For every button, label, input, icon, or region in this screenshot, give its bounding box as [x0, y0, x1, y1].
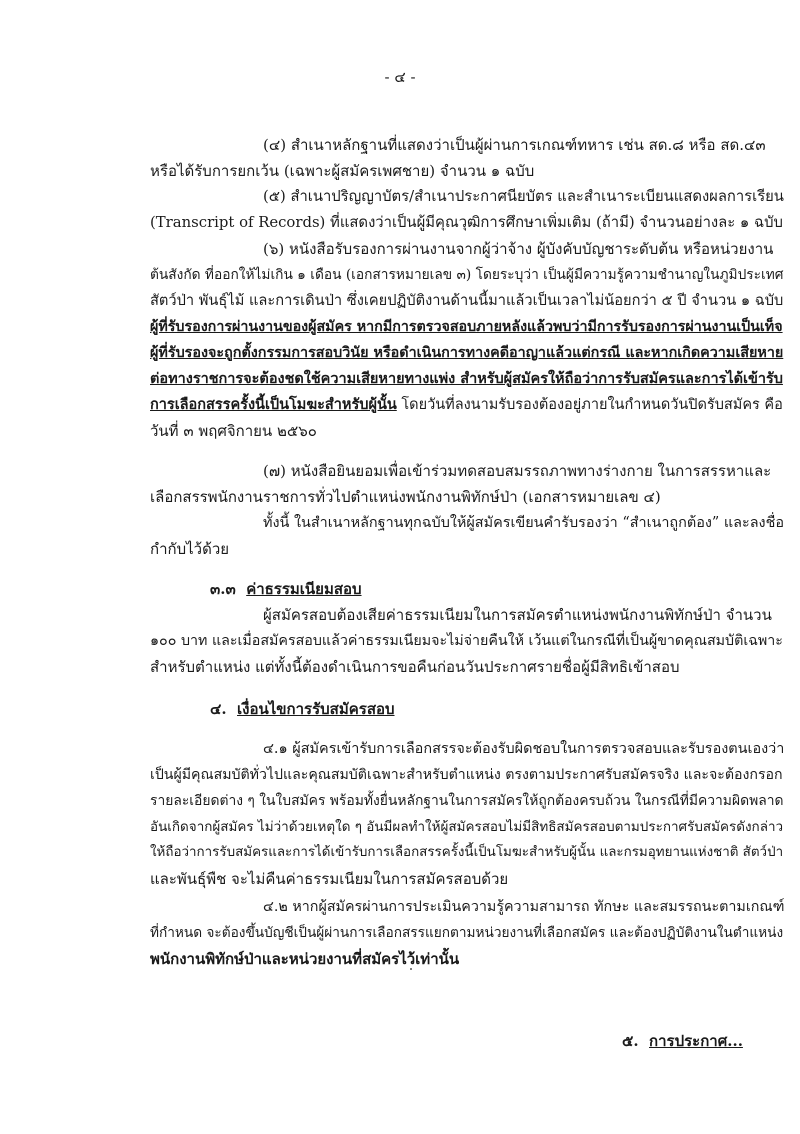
- item-5-line-1: (๕) สำเนาปริญญาบัตร/สำเนาประกาศนียบัตร และสำเนาระเบียนแสดงผลการเรียน: [263, 188, 784, 205]
- condition-4-2-line-2: ที่กำหนด จะต้องขึ้นบัญชีเป็นผู้ผ่านการเลือกสรรแยกตามหน่วยงานที่เลือกสมัคร และต้องปฏิบัติงานในตำแหน่ง: [150, 925, 784, 941]
- section-4-number: ๔.: [210, 700, 227, 718]
- condition-4-1-line-4: อันเกิดจากผู้สมัคร ไม่ว่าด้วยเหตุใด ๆ อันมีผลทำให้ผู้สมัครสอบไม่มีสิทธิสมัครสอบตามประกาศรับสมัครดังกล่าว: [150, 819, 784, 835]
- item-6-line-1: (๖) หนังสือรับรองการผ่านงานจากผู้ว่าจ้าง ผู้บังคับบัญชาระดับต้น หรือหน่วยงาน: [263, 240, 774, 258]
- item-7-line-2: เลือกสรรพนักงานราชการทั่วไปตำแหน่งพนักงานพิทักษ์ป่า (เอกสารหมายเลข ๔): [150, 488, 661, 506]
- section-4-title: เงื่อนไขการรับสมัครสอบ: [237, 700, 395, 718]
- condition-4-1-line-1: ๔.๑ ผู้สมัครเข้ารับการเลือกสรรจะต้องรับผิดชอบในการตรวจสอบและรับรองตนเองว่า: [263, 741, 785, 757]
- fee-line-2: ๑๐๐ บาท และเมื่อสมัครสอบแล้วค่าธรรมเนียมจะไม่จ่ายคืนให้ เว้นแต่ในกรณีที่เป็นผู้ขาดคุณสมบัติเฉพาะ: [150, 633, 783, 649]
- item-5-line-2: (Transcript of Records) ที่แสดงว่าเป็นผู้มีคุณวุฒิการศึกษาเพิ่มเติม (ถ้ามี) จำนวนอย่างละ ๑ ฉบับ: [150, 214, 783, 231]
- continuation-number: ๕.: [622, 1032, 639, 1050]
- section-3-3-number: ๓.๓: [210, 580, 236, 598]
- item-6-line-2: ต้นสังกัด ที่ออกให้ไม่เกิน ๑ เดือน (เอกสารหมายเลข ๓) โดยระบุว่า เป็นผู้มีความรู้ความชำนาญในภูมิประเทศ: [150, 267, 784, 283]
- page-number: - ๔ -: [384, 68, 416, 86]
- condition-4-1-line-2: เป็นผู้มีคุณสมบัติทั่วไปและคุณสมบัติเฉพาะสำหรับตำแหน่ง ตรงตามประกาศรับสมัครจริง และจะต้องกรอก: [150, 767, 783, 783]
- condition-4-1-line-3: รายละเอียดต่าง ๆ ในใบสมัคร พร้อมทั้งยื่นหลักฐานในการสมัครให้ถูกต้องครบถ้วน ในกรณีที่มีความผิดพลาด: [150, 793, 784, 809]
- item-6-line-4-bold: ผู้ที่รับรองการผ่านงานของผู้สมัคร หากมีการตรวจสอบภายหลังแล้วพบว่ามีการรับรองการผ่านงานเป็นเท็จ: [150, 319, 783, 335]
- item-6-line-7-rest: โดยวันที่ลงนามรับรองต้องอยู่ภายในกำหนดวันปิดรับสมัคร คือ: [396, 397, 783, 413]
- fee-line-1: ผู้สมัครสอบต้องเสียค่าธรรมเนียมในการสมัครตำแหน่งพนักงานพิทักษ์ป่า จำนวน: [263, 606, 772, 624]
- condition-4-2-line-1: ๔.๒ หากผู้สมัครผ่านการประเมินความรู้ความสามารถ ทักษะ และสมรรถนะตามเกณฑ์: [263, 899, 785, 915]
- certify-line-1: ทั้งนี้ ในสำเนาหลักฐานทุกฉบับให้ผู้สมัครเขียนคำรับรองว่า “สำเนาถูกต้อง” และลงชื่อ: [263, 515, 785, 531]
- condition-4-1-line-6: และพันธุ์พืช จะไม่คืนค่าธรรมเนียมในการสมัครสอบด้วย: [150, 870, 509, 888]
- continuation-footer: [622, 1032, 743, 1050]
- scan-speck: [410, 968, 412, 970]
- item-4-line-2: หรือได้รับการยกเว้น (เฉพาะผู้สมัครเพศชาย) จำนวน ๑ ฉบับ: [150, 162, 535, 180]
- continuation-text: การประกาศ...: [649, 1032, 743, 1050]
- item-6-line-5-bold: ผู้ที่รับรองจะถูกตั้งกรรมการสอบวินัย หรือดำเนินการทางคดีอาญาแล้วแต่กรณี และหากเกิดความเสียหาย: [150, 345, 784, 361]
- section-3-3-heading: [210, 580, 362, 598]
- condition-4-1-line-5: ให้ถือว่าการรับสมัครและการได้เข้ารับการเลือกสรรครั้งนี้เป็นโมฆะสำหรับผู้นั้น และกรมอุทยานแห่งชาติ สัตว์ป่า: [150, 845, 784, 860]
- certify-line-2: กำกับไว้ด้วย: [150, 540, 230, 558]
- item-6-line-3: สัตว์ป่า พันธุ์ไม้ และการเดินป่า ซึ่งเคยปฏิบัติงานด้านนี้มาแล้วเป็นเวลาไม่น้อยกว่า ๕ ปี จำนวน ๑ ฉบับ: [150, 292, 784, 309]
- item-4-line-1: (๔) สำเนาหลักฐานที่แสดงว่าเป็นผู้ผ่านการเกณฑ์ทหาร เช่น สด.๘ หรือ สด.๔๓: [263, 136, 766, 154]
- item-6-line-7-bold: การเลือกสรรครั้งนี้เป็นโมฆะสำหรับผู้นั้น: [150, 396, 397, 413]
- condition-4-2-line-3-bold: พนักงานพิทักษ์ป่าและหน่วยงานที่สมัครไว้เท่านั้น: [150, 950, 460, 968]
- fee-line-3: สำหรับตำแหน่ง แต่ทั้งนี้ต้องดำเนินการขอคืนก่อนวันประกาศรายชื่อผู้มีสิทธิเข้าสอบ: [150, 658, 680, 676]
- item-6-line-8: วันที่ ๓ พฤศจิกายน ๒๕๖๐: [150, 422, 317, 440]
- item-6-line-6-bold: ต่อทางราชการจะต้องชดใช้ความเสียหายทางแพ่ง สำหรับผู้สมัครให้ถือว่าการรับสมัครและการได้เข้ารับ: [150, 370, 783, 387]
- item-7-line-1: (๗) หนังสือยินยอมเพื่อเข้าร่วมทดสอบสมรรถภาพทางร่างกาย ในการสรรหาและ: [263, 462, 772, 480]
- item-6-line-7: [150, 396, 783, 414]
- section-3-3-title: ค่าธรรมเนียมสอบ: [246, 580, 362, 598]
- section-4-heading: [210, 700, 395, 718]
